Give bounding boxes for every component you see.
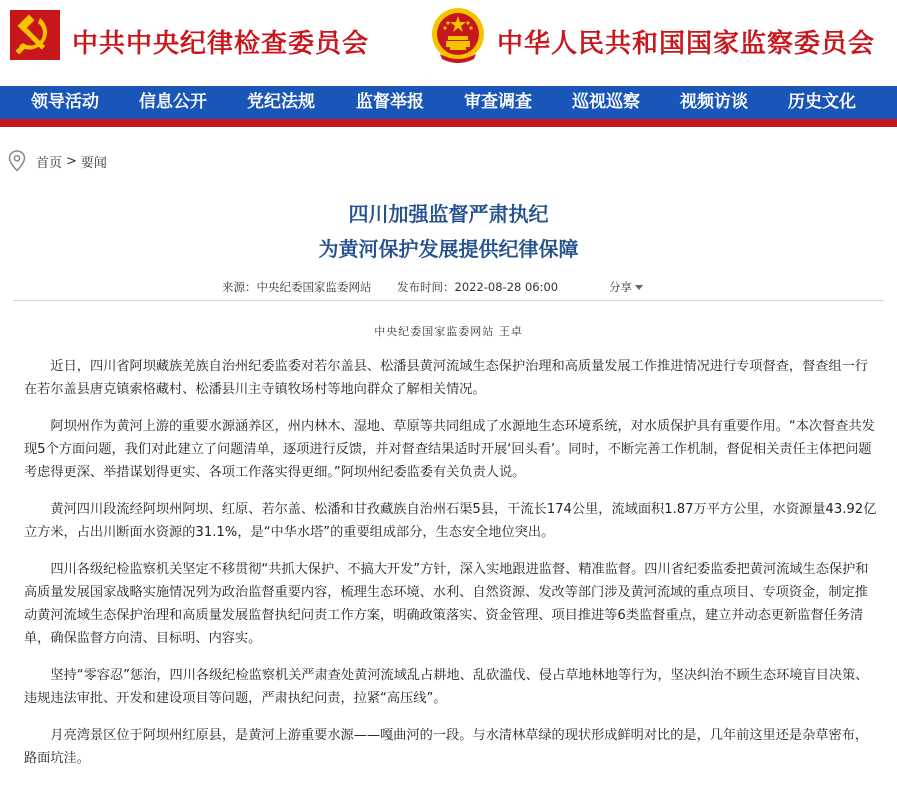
article-paragraph: 月亮湾景区位于阿坝州红原县，是黄河上游重要水源——嘎曲河的一段。与水清林草绿的现状形成鲜明对比的是，几年前这里还是杂草密布，路面坑洼。 xyxy=(24,728,869,766)
nav-item-history[interactable]: 历史文化 xyxy=(788,92,856,112)
article-title-line1: 四川加强监督严肃执纪 xyxy=(348,202,549,226)
nav-item-video[interactable]: 视频访谈 xyxy=(680,92,748,112)
breadcrumb-current[interactable]: 要闻 xyxy=(80,155,107,171)
breadcrumb xyxy=(8,150,109,172)
share-button[interactable] xyxy=(609,279,643,295)
site-header xyxy=(0,0,897,86)
nav-item-inspection[interactable]: 巡视巡察 xyxy=(572,92,640,112)
nav-item-investigation[interactable]: 审查调查 xyxy=(464,92,532,112)
national-emblem-icon[interactable] xyxy=(430,6,486,66)
article-paragraph: 坚持“零容忍”惩治，四川各级纪检监察机关严肃查处黄河流域乱占耕地、乱砍滥伐、侵占草地林地等行为，坚决纠治不顾生态环境盲目决策、违规违法审批、开发和建设项目等问题，严肃执纪问责，拉紧“高压线”。 xyxy=(24,668,869,706)
article-title-line2: 为黄河保护发展提供纪律保障 xyxy=(318,237,579,261)
cpc-ccdi-title[interactable]: 中共中央纪律检查委员会 xyxy=(72,29,370,59)
article-body xyxy=(24,355,880,784)
nav-item-report[interactable]: 监督举报 xyxy=(356,92,424,112)
location-pin-icon xyxy=(8,150,26,172)
publish-time: 发布时间：2022-08-28 06:00 xyxy=(397,280,559,294)
nav-item-leadership[interactable]: 领导活动 xyxy=(31,92,99,112)
chevron-down-icon xyxy=(635,285,643,290)
breadcrumb-home[interactable]: 首页 xyxy=(36,155,63,171)
breadcrumb-separator: > xyxy=(66,153,77,169)
article-paragraph: 近日，四川省阿坝藏族羌族自治州纪委监委对若尔盖县、松潘县黄河流域生态保护治理和高质量发展工作推进情况进行专项督查，督查组一行在若尔盖县唐克镇索格藏村、松潘县川主寺镇牧场村等地向群众了解相关情况。 xyxy=(24,359,869,397)
article-paragraph: 黄河四川段流经阿坝州阿坝、红原、若尔盖、松潘和甘孜藏族自治州石渠5县，干流长174公里，流域面积1.87万平方公里，水资源量43.92亿立方米，占出川断面水资源的31.1%，是“中华水塔”的重要组成部分，生态安全地位突出。 xyxy=(24,502,877,540)
nav-item-info[interactable]: 信息公开 xyxy=(139,92,207,112)
meta-divider xyxy=(13,300,884,301)
share-label: 分享 xyxy=(609,280,632,294)
nsc-title[interactable]: 中华人民共和国国家监察委员会 xyxy=(497,29,876,59)
nav-item-regulations[interactable]: 党纪法规 xyxy=(247,92,315,112)
article-paragraph: 四川各级纪检监察机关坚定不移贯彻“共抓大保护、不搞大开发”方针，深入实地跟进监督、精准监督。四川省纪委监委把黄河流域生态保护和高质量发展国家战略实施情况列为政治监督重要内容，梳理生态环境、水利、自然资源、发改等部门涉及黄河流域的重点项目、专项资金，制定推动黄河流域生态保护治理和高质量发展监督执纪问责工作方案，明确政策落实、资金管理、项目推进等6类监督重点，建立并动态更新监督任务清单，确保监督方向清、目标明、内容实。 xyxy=(24,562,869,646)
article-source: 来源：中央纪委国家监委网站 xyxy=(222,280,372,294)
party-emblem-icon[interactable] xyxy=(10,10,60,60)
article-byline: 中央纪委国家监委网站 王卓 xyxy=(374,325,523,338)
article-paragraph: 阿坝州作为黄河上游的重要水源涵养区，州内林木、湿地、草原等共同组成了水源地生态环境系统，对水质保护具有重要作用。“本次督查共发现5个方面问题，我们对此建立了问题清单，逐项进行反馈，并对督查结果适时开展‘回头看’。同时，不断完善工作机制，督促相关责任主体把问题考虑得更深、举措谋划得更实、各项工作落实得更细。”阿坝州纪委监委有关负责人说。 xyxy=(24,419,875,480)
main-nav xyxy=(0,86,897,127)
